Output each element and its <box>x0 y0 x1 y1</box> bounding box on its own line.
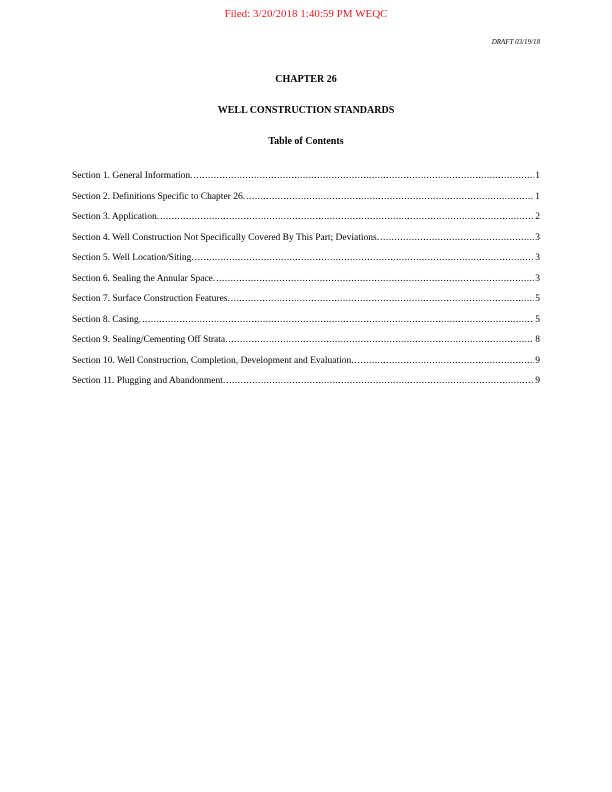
dot-leader <box>142 315 534 325</box>
dot-leader <box>355 356 535 366</box>
toc-entry[interactable] <box>72 335 540 356</box>
toc-entry-label: Section 1. General Information. <box>72 171 193 181</box>
document-subject: WELL CONSTRUCTION STANDARDS <box>217 105 395 116</box>
toc-entry-page: 5 <box>535 314 540 325</box>
toc-entry-label: Section 5. Well Location/Siting. <box>72 253 194 263</box>
toc-entry[interactable] <box>72 376 540 397</box>
dot-leader <box>226 376 534 386</box>
draft-label: DRAFT 03/19/18 <box>491 38 540 46</box>
toc-entry-page: 3 <box>535 253 540 263</box>
toc-entry-page: 8 <box>535 335 540 345</box>
dot-leader <box>160 212 534 222</box>
toc-entry[interactable] <box>72 253 540 274</box>
toc-entry[interactable] <box>72 233 540 254</box>
toc-entry-label: Section 3. Application. <box>72 212 160 222</box>
toc-entry-page: 1 <box>535 171 540 181</box>
dot-leader <box>195 253 534 263</box>
toc-entry-label: Section 4. Well Construction Not Specifically Covered By This Part; Deviations. <box>72 232 380 243</box>
toc-entry-page: 3 <box>535 273 540 284</box>
toc-entry-label: Section 9. Sealing/Cementing Off Strata. <box>72 335 228 345</box>
dot-leader <box>231 294 534 304</box>
toc-entry[interactable] <box>72 356 540 377</box>
toc-entry-page: 9 <box>535 376 540 386</box>
toc-entry-label: Section 2. Definitions Specific to Chapter 26. <box>72 191 246 202</box>
dot-leader <box>216 274 534 284</box>
toc-entry-label: Section 10. Well Construction, Completion, Development and Evaluation. <box>72 355 354 366</box>
toc-entry[interactable] <box>72 192 540 213</box>
dot-leader <box>380 233 534 243</box>
toc-entry[interactable] <box>72 212 540 233</box>
toc-entry[interactable] <box>72 315 540 336</box>
toc-entry-label: Section 6. Sealing the Annular Space. <box>72 273 216 284</box>
toc-entry-page: 3 <box>535 232 540 243</box>
chapter-title: CHAPTER 26 <box>275 74 337 85</box>
toc-entry-page: 1 <box>535 191 540 202</box>
toc-entry-label: Section 7. Surface Construction Features. <box>72 294 230 304</box>
dot-leader <box>194 171 535 181</box>
toc-entry[interactable] <box>72 294 540 315</box>
toc-entry-page: 9 <box>535 355 540 366</box>
toc-entry-page: 2 <box>535 212 540 222</box>
toc-entry-label: Section 8. Casing. <box>72 314 142 325</box>
toc-entry[interactable] <box>72 171 540 192</box>
toc-heading: Table of Contents <box>268 136 344 147</box>
table-of-contents <box>72 171 540 397</box>
dot-leader <box>246 192 534 202</box>
toc-entry-label: Section 11. Plugging and Abandonment. <box>72 376 226 386</box>
toc-entry-page: 5 <box>535 294 540 304</box>
filed-stamp: Filed: 3/20/2018 1:40:59 PM WEQC <box>224 8 388 20</box>
dot-leader <box>229 335 535 345</box>
toc-entry[interactable] <box>72 274 540 295</box>
